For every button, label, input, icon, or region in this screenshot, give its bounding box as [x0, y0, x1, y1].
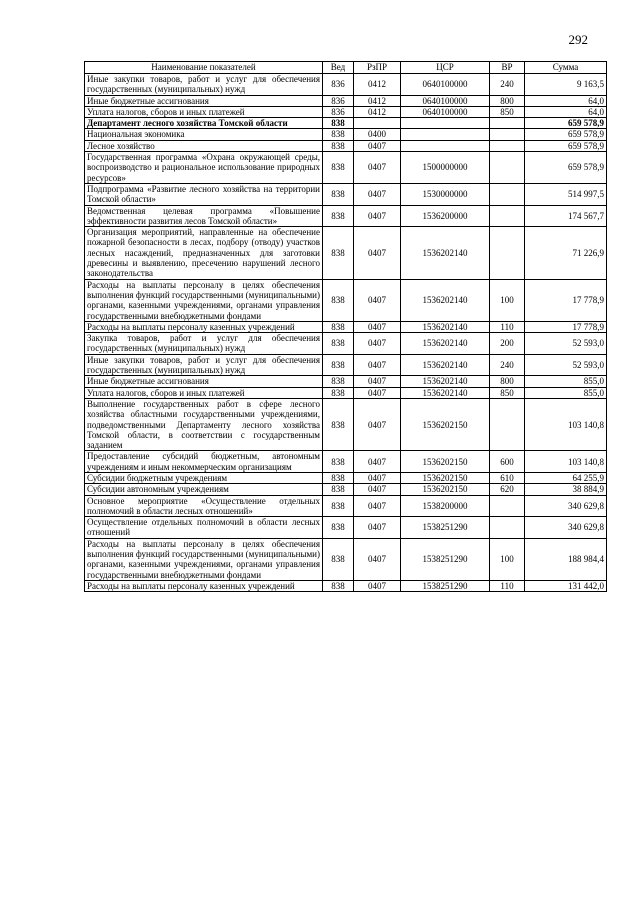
- table-row: [85, 140, 607, 151]
- row-rzpr-cell: 0412: [354, 95, 401, 106]
- row-vr-cell: 100: [490, 538, 525, 580]
- row-rzpr-cell: 0400: [354, 129, 401, 140]
- row-sum-cell: 52 593,0: [525, 354, 607, 376]
- table-row: [85, 205, 607, 227]
- row-name-cell: Выполнение государственных работ в сфере лесного хозяйства областными государственными учреждениями, подведомственными Департаменту лесного хозяйства Томской области, в соответствии с государственным заданием: [85, 398, 323, 450]
- row-name-cell: Подпрограмма «Развитие лесного хозяйства на территории Томской области»: [85, 183, 323, 205]
- row-rzpr-cell: 0407: [354, 472, 401, 483]
- row-csr-cell: 1538251290: [401, 580, 490, 591]
- table-row: [85, 152, 607, 184]
- row-rzpr-cell: 0407: [354, 495, 401, 517]
- row-ved-cell: 838: [323, 484, 354, 495]
- row-csr-cell: 1536202140: [401, 333, 490, 355]
- row-name-cell: Иные закупки товаров, работ и услуг для обеспечения государственных (муниципальных) нужд: [85, 354, 323, 376]
- row-name-cell: Предоставление субсидий бюджетным, автономным учреждениям и иным некоммерческим организациям: [85, 451, 323, 473]
- row-vr-cell: 610: [490, 472, 525, 483]
- row-vr-cell: [490, 183, 525, 205]
- row-sum-cell: 103 140,8: [525, 451, 607, 473]
- row-csr-cell: 1536202140: [401, 227, 490, 279]
- row-sum-cell: 131 442,0: [525, 580, 607, 591]
- table-row: [85, 279, 607, 321]
- row-name-cell: Субсидии автономным учреждениям: [85, 484, 323, 495]
- row-sum-cell: 64,0: [525, 106, 607, 117]
- row-vr-cell: 100: [490, 279, 525, 321]
- row-csr-cell: 1536202140: [401, 387, 490, 398]
- row-vr-cell: 850: [490, 387, 525, 398]
- row-ved-cell: 838: [323, 152, 354, 184]
- row-name-cell: Уплата налогов, сборов и иных платежей: [85, 387, 323, 398]
- row-csr-cell: 1538200000: [401, 495, 490, 517]
- row-sum-cell: 9 163,5: [525, 74, 607, 96]
- row-ved-cell: 838: [323, 227, 354, 279]
- row-rzpr-cell: [354, 118, 401, 129]
- row-vr-cell: [490, 205, 525, 227]
- row-rzpr-cell: 0407: [354, 279, 401, 321]
- row-name-cell: Расходы на выплаты персоналу казенных учреждений: [85, 321, 323, 332]
- table-row: [85, 333, 607, 355]
- row-rzpr-cell: 0407: [354, 484, 401, 495]
- row-vr-cell: 240: [490, 74, 525, 96]
- header-ved: Вед: [323, 62, 354, 74]
- header-sum: Сумма: [525, 62, 607, 74]
- row-vr-cell: [490, 398, 525, 450]
- row-vr-cell: 800: [490, 376, 525, 387]
- row-ved-cell: 838: [323, 495, 354, 517]
- row-vr-cell: [490, 495, 525, 517]
- row-csr-cell: 1536202140: [401, 354, 490, 376]
- row-csr-cell: 0640100000: [401, 74, 490, 96]
- row-vr-cell: [490, 118, 525, 129]
- row-csr-cell: 1536202140: [401, 279, 490, 321]
- row-name-cell: Организация мероприятий, направленные на обеспечение пожарной безопасности в лесах, подбору (отводу) участков лесных насаждений, предназначенных для заготовки древесины и выявлению, пресечению нарушений лесного законодательства: [85, 227, 323, 279]
- row-sum-cell: 188 984,4: [525, 538, 607, 580]
- table-row: [85, 106, 607, 117]
- table-row: [85, 538, 607, 580]
- row-name-cell: Расходы на выплаты персоналу в целях обеспечения выполнения функций государственными (муниципальными) органами, казенными учреждениями, органами управления государственными внебюджетными фондами: [85, 279, 323, 321]
- row-rzpr-cell: 0407: [354, 376, 401, 387]
- row-rzpr-cell: 0407: [354, 398, 401, 450]
- table-header-row: [85, 62, 607, 74]
- row-sum-cell: 855,0: [525, 387, 607, 398]
- row-sum-cell: 71 226,9: [525, 227, 607, 279]
- header-vr: ВР: [490, 62, 525, 74]
- table-row: [85, 387, 607, 398]
- row-rzpr-cell: 0407: [354, 333, 401, 355]
- row-name-cell: Расходы на выплаты персоналу казенных учреждений: [85, 580, 323, 591]
- table-row: [85, 451, 607, 473]
- row-ved-cell: 838: [323, 279, 354, 321]
- row-csr-cell: [401, 140, 490, 151]
- row-name-cell: Лесное хозяйство: [85, 140, 323, 151]
- row-rzpr-cell: 0407: [354, 451, 401, 473]
- row-ved-cell: 838: [323, 333, 354, 355]
- row-csr-cell: 1536202150: [401, 472, 490, 483]
- row-sum-cell: 340 629,8: [525, 517, 607, 539]
- row-sum-cell: 52 593,0: [525, 333, 607, 355]
- row-sum-cell: 659 578,9: [525, 140, 607, 151]
- row-csr-cell: 1536202150: [401, 398, 490, 450]
- row-sum-cell: 64 255,9: [525, 472, 607, 483]
- row-ved-cell: 838: [323, 376, 354, 387]
- row-csr-cell: 1536202140: [401, 376, 490, 387]
- page-number: 292: [568, 32, 588, 47]
- row-vr-cell: 600: [490, 451, 525, 473]
- row-vr-cell: 800: [490, 95, 525, 106]
- header-csr: ЦСР: [401, 62, 490, 74]
- row-ved-cell: 838: [323, 451, 354, 473]
- table-row: [85, 580, 607, 591]
- row-csr-cell: 0640100000: [401, 95, 490, 106]
- row-ved-cell: 838: [323, 517, 354, 539]
- row-rzpr-cell: 0407: [354, 183, 401, 205]
- row-ved-cell: 838: [323, 580, 354, 591]
- row-ved-cell: 836: [323, 106, 354, 117]
- row-csr-cell: 1536202150: [401, 451, 490, 473]
- row-sum-cell: 64,0: [525, 95, 607, 106]
- row-rzpr-cell: 0407: [354, 580, 401, 591]
- row-vr-cell: [490, 129, 525, 140]
- row-vr-cell: 110: [490, 321, 525, 332]
- table-row: [85, 398, 607, 450]
- table-row: [85, 321, 607, 332]
- row-vr-cell: 240: [490, 354, 525, 376]
- table-row: [85, 227, 607, 279]
- row-csr-cell: 1538251290: [401, 517, 490, 539]
- table-row: [85, 118, 607, 129]
- row-csr-cell: 1530000000: [401, 183, 490, 205]
- row-ved-cell: 838: [323, 140, 354, 151]
- table-row: [85, 129, 607, 140]
- row-csr-cell: [401, 118, 490, 129]
- row-rzpr-cell: 0407: [354, 321, 401, 332]
- budget-table: [84, 61, 607, 592]
- row-rzpr-cell: 0412: [354, 106, 401, 117]
- row-ved-cell: 836: [323, 74, 354, 96]
- row-csr-cell: [401, 129, 490, 140]
- row-name-cell: Уплата налогов, сборов и иных платежей: [85, 106, 323, 117]
- row-sum-cell: 514 997,5: [525, 183, 607, 205]
- row-ved-cell: 838: [323, 321, 354, 332]
- row-vr-cell: [490, 140, 525, 151]
- row-ved-cell: 838: [323, 354, 354, 376]
- header-rzpr: РзПР: [354, 62, 401, 74]
- row-sum-cell: 855,0: [525, 376, 607, 387]
- table-row: [85, 74, 607, 96]
- table-row: [85, 517, 607, 539]
- row-name-cell: Субсидии бюджетным учреждениям: [85, 472, 323, 483]
- row-ved-cell: 838: [323, 205, 354, 227]
- row-rzpr-cell: 0407: [354, 205, 401, 227]
- row-name-cell: Ведомственная целевая программа «Повышение эффективности развития лесов Томской области»: [85, 205, 323, 227]
- row-csr-cell: 1536202150: [401, 484, 490, 495]
- row-vr-cell: 620: [490, 484, 525, 495]
- row-csr-cell: 1538251290: [401, 538, 490, 580]
- row-ved-cell: 838: [323, 118, 354, 129]
- row-name-cell: Иные закупки товаров, работ и услуг для обеспечения государственных (муниципальных) нужд: [85, 74, 323, 96]
- row-rzpr-cell: 0407: [354, 227, 401, 279]
- row-csr-cell: 1536200000: [401, 205, 490, 227]
- table-row: [85, 484, 607, 495]
- row-ved-cell: 838: [323, 538, 354, 580]
- row-name-cell: Закупка товаров, работ и услуг для обеспечения государственных (муниципальных) нужд: [85, 333, 323, 355]
- row-name-cell: Расходы на выплаты персоналу в целях обеспечения выполнения функций государственными (муниципальными) органами, казенными учреждениями, органами управления государственными внебюджетными фондами: [85, 538, 323, 580]
- row-sum-cell: 103 140,8: [525, 398, 607, 450]
- row-rzpr-cell: 0407: [354, 538, 401, 580]
- row-name-cell: Иные бюджетные ассигнования: [85, 95, 323, 106]
- row-vr-cell: [490, 517, 525, 539]
- row-rzpr-cell: 0407: [354, 152, 401, 184]
- table-row: [85, 495, 607, 517]
- row-name-cell: Основное мероприятие «Осуществление отдельных полномочий в области лесных отношений»: [85, 495, 323, 517]
- row-name-cell: Осуществление отдельных полномочий в области лесных отношений: [85, 517, 323, 539]
- row-ved-cell: 838: [323, 129, 354, 140]
- row-sum-cell: 659 578,9: [525, 118, 607, 129]
- row-name-cell: Государственная программа «Охрана окружающей среды, воспроизводство и рациональное использование природных ресурсов»: [85, 152, 323, 184]
- row-vr-cell: 110: [490, 580, 525, 591]
- row-vr-cell: [490, 152, 525, 184]
- row-sum-cell: 38 884,9: [525, 484, 607, 495]
- row-sum-cell: 659 578,9: [525, 129, 607, 140]
- row-name-cell: Департамент лесного хозяйства Томской области: [85, 118, 323, 129]
- row-rzpr-cell: 0407: [354, 140, 401, 151]
- row-csr-cell: 0640100000: [401, 106, 490, 117]
- row-ved-cell: 838: [323, 387, 354, 398]
- row-csr-cell: 1536202140: [401, 321, 490, 332]
- row-rzpr-cell: 0407: [354, 517, 401, 539]
- row-rzpr-cell: 0407: [354, 387, 401, 398]
- row-ved-cell: 838: [323, 472, 354, 483]
- table-row: [85, 354, 607, 376]
- row-csr-cell: 1500000000: [401, 152, 490, 184]
- row-rzpr-cell: 0407: [354, 354, 401, 376]
- table-row: [85, 95, 607, 106]
- row-vr-cell: 200: [490, 333, 525, 355]
- table-row: [85, 376, 607, 387]
- table-row: [85, 183, 607, 205]
- table-row: [85, 472, 607, 483]
- row-sum-cell: 174 567,7: [525, 205, 607, 227]
- row-vr-cell: [490, 227, 525, 279]
- row-sum-cell: 17 778,9: [525, 279, 607, 321]
- row-sum-cell: 340 629,8: [525, 495, 607, 517]
- row-rzpr-cell: 0412: [354, 74, 401, 96]
- row-ved-cell: 836: [323, 95, 354, 106]
- row-name-cell: Национальная экономика: [85, 129, 323, 140]
- row-vr-cell: 850: [490, 106, 525, 117]
- row-name-cell: Иные бюджетные ассигнования: [85, 376, 323, 387]
- row-sum-cell: 17 778,9: [525, 321, 607, 332]
- header-name: Наименование показателей: [85, 62, 323, 74]
- row-ved-cell: 838: [323, 398, 354, 450]
- row-ved-cell: 838: [323, 183, 354, 205]
- row-sum-cell: 659 578,9: [525, 152, 607, 184]
